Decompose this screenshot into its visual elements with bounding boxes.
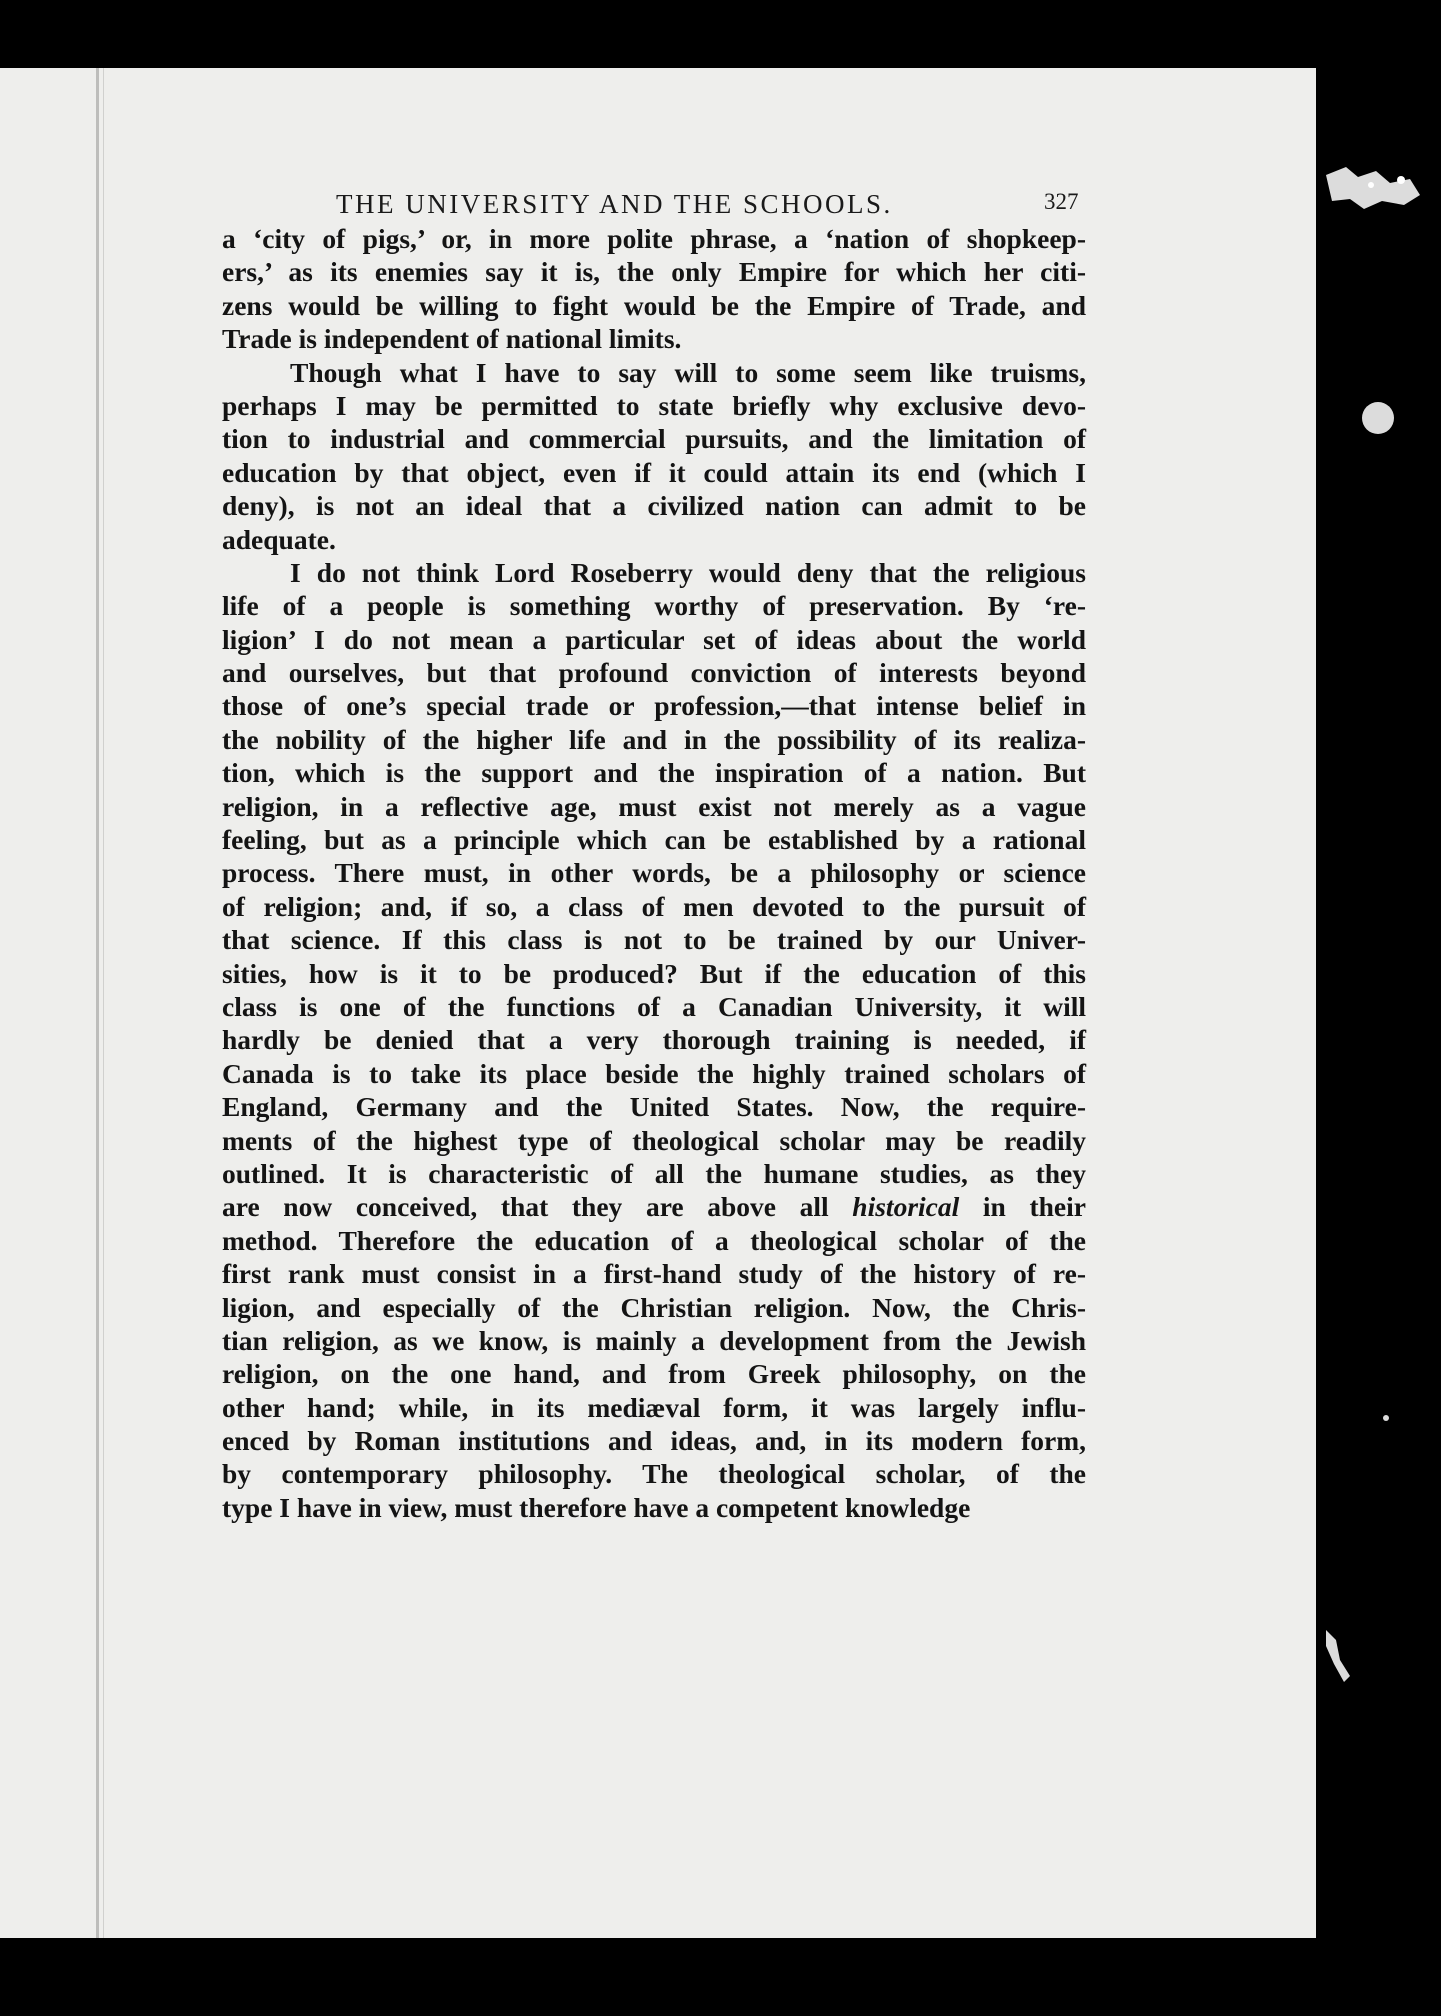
text-line: ments of the highest type of theological scholar may be readily [222, 1124, 1086, 1156]
text-line: class is one of the functions of a Canadian University, it will [222, 990, 1086, 1022]
text-line: that science. If this class is not to be trained by our Univer- [222, 924, 1086, 956]
running-head: THE UNIVERSITY AND THE SCHOOLS. [336, 189, 893, 219]
text-line: tian religion, as we know, is mainly a development from the Jewish [222, 1324, 1086, 1356]
text-line: life of a people is something worthy of preservation. By ‘re- [222, 590, 1086, 622]
text-line: Canada is to take its place beside the highly trained scholars of [222, 1057, 1086, 1089]
text-line: ers,’ as its enemies say it is, the only Empire for which her citi- [222, 256, 1086, 288]
text-line: enced by Roman institutions and ideas, and, in its modern form, [222, 1425, 1086, 1457]
text-line: process. There must, in other words, be a philosophy or science [222, 857, 1086, 889]
text-line: adequate. [222, 523, 336, 555]
text-line: sities, how is it to be produced? But if the education of this [222, 957, 1086, 989]
text-line: deny), is not an ideal that a civilized nation can admit to be [222, 490, 1086, 522]
text-line: education by that object, even if it could attain its end (which I [222, 456, 1086, 488]
text-line: first rank must consist in a first-hand study of the history of re- [222, 1258, 1086, 1290]
text-line: tion, which is the support and the inspiration of a nation. But [222, 757, 1086, 789]
text-line: zens would be willing to fight would be the Empire of Trade, and [222, 289, 1086, 321]
text-line: tion to industrial and commercial pursuits, and the limitation of [222, 423, 1086, 455]
text-line: and ourselves, but that profound conviction of interests beyond [222, 657, 1086, 689]
text-line: ligion’ I do not mean a particular set of ideas about the world [222, 623, 1086, 655]
text-line: religion, in a reflective age, must exist not merely as a vague [222, 790, 1086, 822]
text-line: outlined. It is characteristic of all the humane studies, as they [222, 1157, 1086, 1189]
text-line: feeling, but as a principle which can be established by a rational [222, 824, 1086, 856]
text-line: method. Therefore the education of a theological scholar of the [222, 1224, 1086, 1256]
text-line: religion, on the one hand, and from Greek philosophy, on the [222, 1358, 1086, 1390]
text-line: Though what I have to say will to some seem like truisms, [290, 356, 1086, 388]
text-line: a ‘city of pigs,’ or, in more polite phrase, a ‘nation of shopkeep- [222, 223, 1086, 254]
page-number: 327 [1044, 189, 1079, 214]
paragraph [222, 222, 1086, 356]
text-line: type I have in view, must therefore have a competent knowledge [222, 1491, 971, 1523]
text-line: are now conceived, that they are above all historical in their [222, 1191, 1086, 1223]
text-line: hardly be denied that a very thorough training is needed, if [222, 1024, 1086, 1056]
gutter-line [96, 68, 99, 1938]
text-line: England, Germany and the United States. Now, the require- [222, 1091, 1086, 1123]
text-line: ligion, and especially of the Christian religion. Now, the Chris- [222, 1291, 1086, 1323]
text-line: the nobility of the higher life and in the possibility of its realiza- [222, 723, 1086, 755]
text-line: I do not think Lord Roseberry would deny that the religious [290, 556, 1086, 588]
gutter-line-inner [103, 68, 104, 1938]
paragraph [222, 356, 1086, 556]
text-line: of religion; and, if so, a class of men devoted to the pursuit of [222, 890, 1086, 922]
paragraph [222, 556, 1086, 1524]
text-line: by contemporary philosophy. The theological scholar, of the [222, 1458, 1086, 1490]
text-line: perhaps I may be permitted to state briefly why exclusive devo- [222, 389, 1086, 421]
body-text [222, 222, 1086, 1524]
text-line: other hand; while, in its mediæval form, it was largely influ- [222, 1391, 1086, 1423]
text-line: those of one’s special trade or profession,—that intense belief in [222, 690, 1086, 722]
scan-edge-specks [1316, 0, 1441, 2016]
text-line: Trade is independent of national limits. [222, 323, 682, 355]
